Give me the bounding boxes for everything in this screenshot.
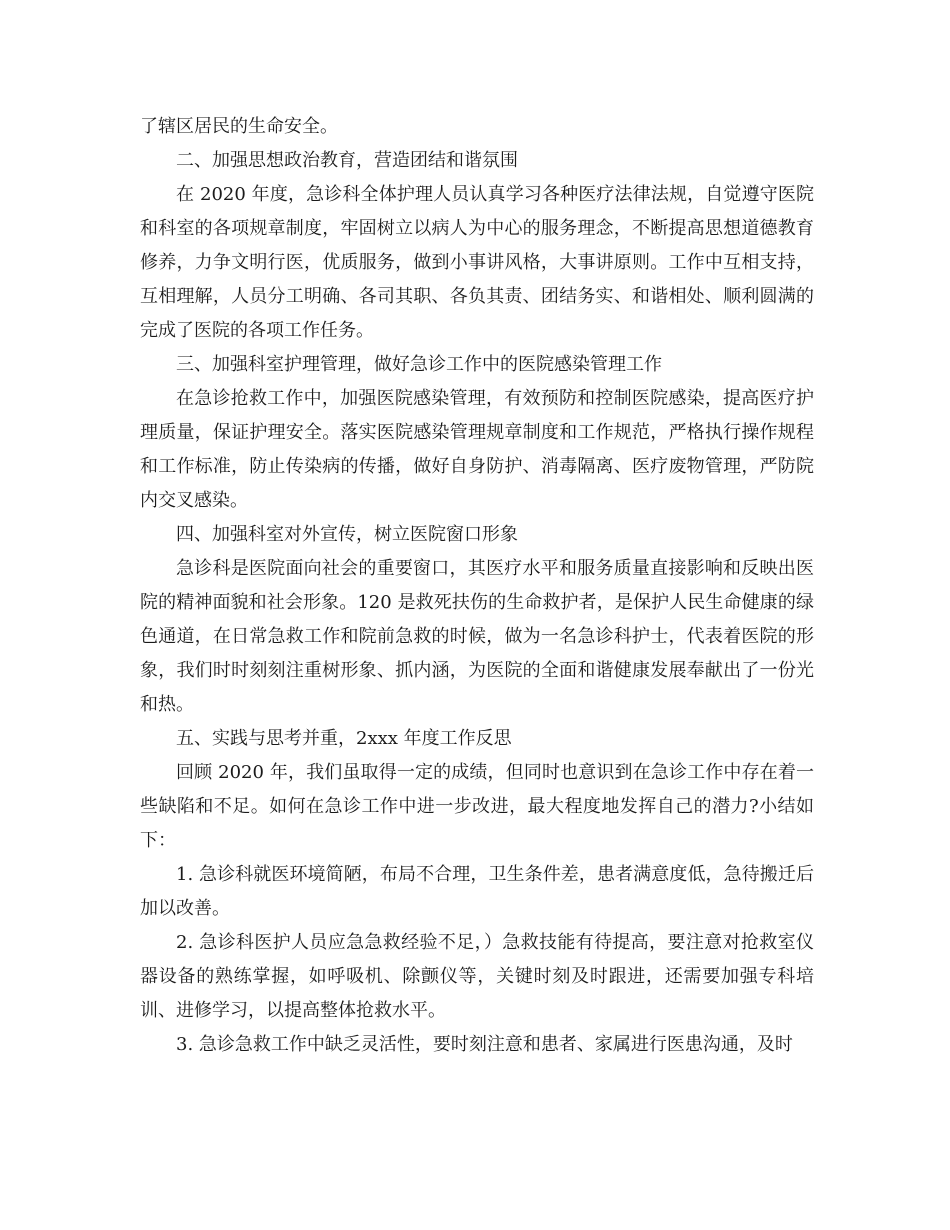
section-heading-3: 三、加强科室护理管理，做好急诊工作中的医院感染管理工作 bbox=[176, 354, 662, 375]
list-item-1: 1. 急诊科就医环境简陋，布局不合理，卫生条件差，患者满意度低，急待搬迁后加以改善。 bbox=[140, 864, 814, 919]
section-heading-5: 五、实践与思考并重，2xxx 年度工作反思 bbox=[176, 728, 512, 749]
section-heading-4: 四、加强科室对外宣传，树立医院窗口形象 bbox=[176, 524, 518, 545]
body-paragraph: 回顾 2020 年，我们虽取得一定的成绩，但同时也意识到在急诊工作中存在着一些缺陷和不足。如何在急诊工作中进一步改进，最大程度地发挥自己的潜力?小结如下： bbox=[140, 762, 814, 851]
body-paragraph: 在急诊抢救工作中，加强医院感染管理，有效预防和控制医院感染，提高医疗护理质量，保证护理安全。落实医院感染管理规章制度和工作规范，严格执行操作规程和工作标准，防止传染病的传播，做好自身防护、消毒隔离、医疗废物管理，严防院内交叉感染。 bbox=[140, 388, 814, 511]
document-page bbox=[140, 110, 814, 1062]
body-paragraph: 急诊科是医院面向社会的重要窗口，其医疗水平和服务质量直接影响和反映出医院的精神面貌和社会形象。120 是救死扶伤的生命救护者，是保护人民生命健康的绿色通道，在日常急救工作和院前急救的时候，做为一名急诊科护士，代表着医院的形象，我们时时刻刻注重树形象、抓内涵，为医院的全面和谐健康发展奉献出了一份光和热。 bbox=[140, 558, 814, 715]
section-heading-2: 二、加强思想政治教育，营造团结和谐氛围 bbox=[176, 150, 518, 171]
paragraph-continuation: 了辖区居民的生命安全。 bbox=[140, 116, 338, 137]
body-paragraph: 在 2020 年度，急诊科全体护理人员认真学习各种医疗法律法规，自觉遵守医院和科室的各项规章制度，牢固树立以病人为中心的服务理念，不断提高思想道德教育修养，力争文明行医，优质服务，做到小事讲风格，大事讲原则。工作中互相支持，互相理解，人员分工明确、各司其职、各负其责、团结务实、和谐相处、顺利圆满的完成了医院的各项工作任务。 bbox=[140, 184, 814, 341]
list-item-3: 3. 急诊急救工作中缺乏灵活性，要时刻注意和患者、家属进行医患沟通，及时 bbox=[176, 1034, 793, 1055]
list-item-2: 2. 急诊科医护人员应急急救经验不足，）急救技能有待提高，要注意对抢救室仪器设备的熟练掌握，如呼吸机、除颤仪等，关键时刻及时跟进，还需要加强专科培训、进修学习，以提高整体抢救水平。 bbox=[140, 932, 814, 1021]
